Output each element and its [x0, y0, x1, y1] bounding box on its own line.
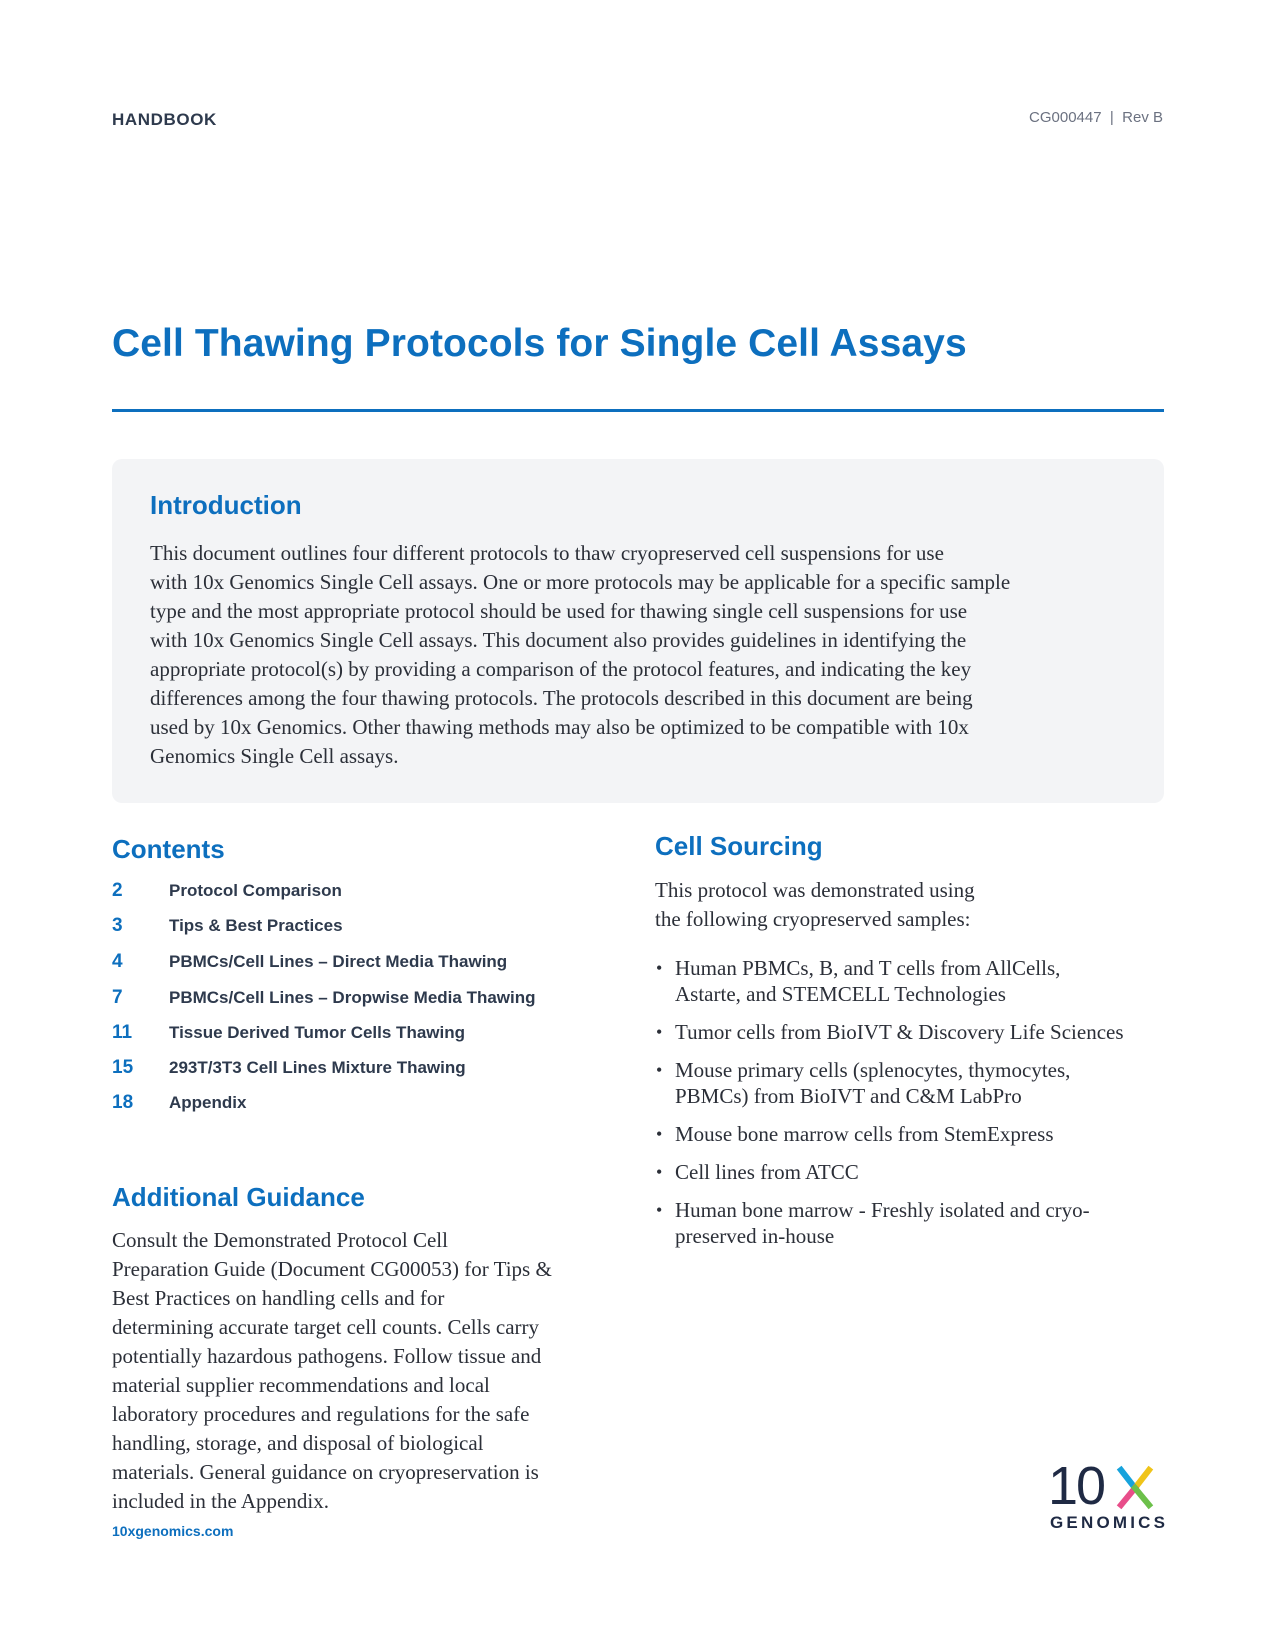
- introduction-line: This document outlines four different protocols to thaw cryopreserved cell suspensions for use: [150, 541, 944, 565]
- contents-heading: Contents: [112, 834, 225, 864]
- list-item-line: Human bone marrow - Freshly isolated and cryo-: [675, 1198, 1090, 1222]
- guidance-line: Consult the Demonstrated Protocol Cell: [112, 1228, 448, 1252]
- guidance-line: handling, storage, and disposal of biological: [112, 1431, 484, 1455]
- toc-page-number: 7: [112, 987, 123, 1008]
- guidance-line: material supplier recommendations and local: [112, 1373, 490, 1397]
- introduction-line: appropriate protocol(s) by providing a comparison of the protocol features, and indicating the key: [150, 657, 972, 681]
- introduction-line: type and the most appropriate protocol should be used for thawing single cell suspensions for use: [150, 599, 968, 623]
- 10x-genomics-logo: [1048, 1456, 1168, 1536]
- logo-x-stroke: [1121, 1470, 1135, 1488]
- cell-sourcing-intro: [655, 876, 1075, 934]
- additional-guidance-heading: Additional Guidance: [112, 1182, 365, 1212]
- list-item-line: Astarte, and STEMCELL Technologies: [675, 982, 1006, 1006]
- guidance-line: laboratory procedures and regulations for the safe: [112, 1402, 530, 1426]
- toc-page-number: 4: [112, 951, 123, 972]
- list-item: [655, 1121, 1170, 1147]
- logo-x-stroke: [1121, 1488, 1135, 1505]
- guidance-line: Preparation Guide (Document CG00053) for Tips &: [112, 1257, 552, 1281]
- additional-guidance-text: [112, 1226, 632, 1516]
- logo-mark-text: 10: [1048, 1456, 1105, 1516]
- logo-graphic: [1048, 1456, 1168, 1536]
- list-item: [655, 1057, 1170, 1109]
- cell-sourcing-list: [655, 955, 1170, 1261]
- toc-page-number: 3: [112, 915, 123, 936]
- guidance-line: determining accurate target cell counts. Cells carry: [112, 1315, 540, 1339]
- introduction-line: with 10x Genomics Single Cell assays. One or more protocols may be applicable for a specific sample: [150, 570, 1011, 594]
- toc-page-number: 2: [112, 880, 123, 901]
- introduction-line: used by 10x Genomics. Other thawing methods may also be optimized to be compatible with 10x: [150, 715, 969, 739]
- toc-entry-label: 293T/3T3 Cell Lines Mixture Thawing: [169, 1058, 466, 1077]
- guidance-line: included in the Appendix.: [112, 1489, 329, 1513]
- list-item-line: Mouse primary cells (splenocytes, thymocytes,: [675, 1058, 1071, 1082]
- toc-page-number: 15: [112, 1057, 134, 1078]
- toc-entry-label: Appendix: [169, 1093, 247, 1112]
- list-item: [655, 1197, 1170, 1249]
- introduction-line: differences among the four thawing protocols. The protocols described in this document are being: [150, 686, 973, 710]
- title-divider: [112, 409, 1164, 412]
- guidance-line: potentially hazardous pathogens. Follow tissue and: [112, 1344, 542, 1368]
- list-item-line: PBMCs) from BioIVT and C&M LabPro: [675, 1084, 1022, 1108]
- logo-wordmark: GENOMICS: [1050, 1513, 1168, 1532]
- website-link[interactable]: 10xgenomics.com: [112, 1523, 234, 1539]
- list-item-line: Cell lines from ATCC: [675, 1160, 859, 1184]
- toc-page-number: 18: [112, 1092, 134, 1113]
- guidance-line: materials. General guidance on cryopreservation is: [112, 1460, 539, 1484]
- logo-x-stroke: [1135, 1488, 1149, 1505]
- introduction-text: [150, 539, 1140, 771]
- introduction-heading: Introduction: [150, 490, 302, 520]
- header-label: HANDBOOK: [112, 110, 217, 129]
- toc-entry-label: PBMCs/Cell Lines – Dropwise Media Thawing: [169, 988, 536, 1007]
- introduction-line: with 10x Genomics Single Cell assays. This document also provides guidelines in identifying the: [150, 628, 967, 652]
- sourcing-lead-line: the following cryopreserved samples:: [655, 907, 971, 931]
- introduction-line: Genomics Single Cell assays.: [150, 744, 399, 768]
- guidance-line: Best Practices on handling cells and for: [112, 1286, 445, 1310]
- cell-sourcing-heading: Cell Sourcing: [655, 831, 823, 861]
- logo-x-mark: [1121, 1470, 1149, 1505]
- list-item-line: preserved in-house: [675, 1224, 835, 1248]
- list-item: [655, 1159, 1170, 1185]
- list-item-line: Tumor cells from BioIVT & Discovery Life Sciences: [675, 1020, 1124, 1044]
- list-item: [655, 955, 1170, 1007]
- list-item-line: Mouse bone marrow cells from StemExpress: [675, 1122, 1054, 1146]
- document-reference: CG000447 | Rev B: [1029, 109, 1163, 126]
- toc-entry-label: PBMCs/Cell Lines – Direct Media Thawing: [169, 952, 508, 971]
- toc-entry-label: Protocol Comparison: [169, 881, 342, 900]
- toc-entry-label: Tissue Derived Tumor Cells Thawing: [169, 1023, 465, 1042]
- page-title: Cell Thawing Protocols for Single Cell Assays: [112, 322, 967, 365]
- list-item-line: Human PBMCs, B, and T cells from AllCells,: [675, 956, 1061, 980]
- list-item: [655, 1019, 1170, 1045]
- logo-x-stroke: [1135, 1470, 1149, 1488]
- toc-page-number: 11: [112, 1022, 133, 1043]
- toc-entry-label: Tips & Best Practices: [169, 916, 343, 935]
- sourcing-lead-line: This protocol was demonstrated using: [655, 878, 975, 902]
